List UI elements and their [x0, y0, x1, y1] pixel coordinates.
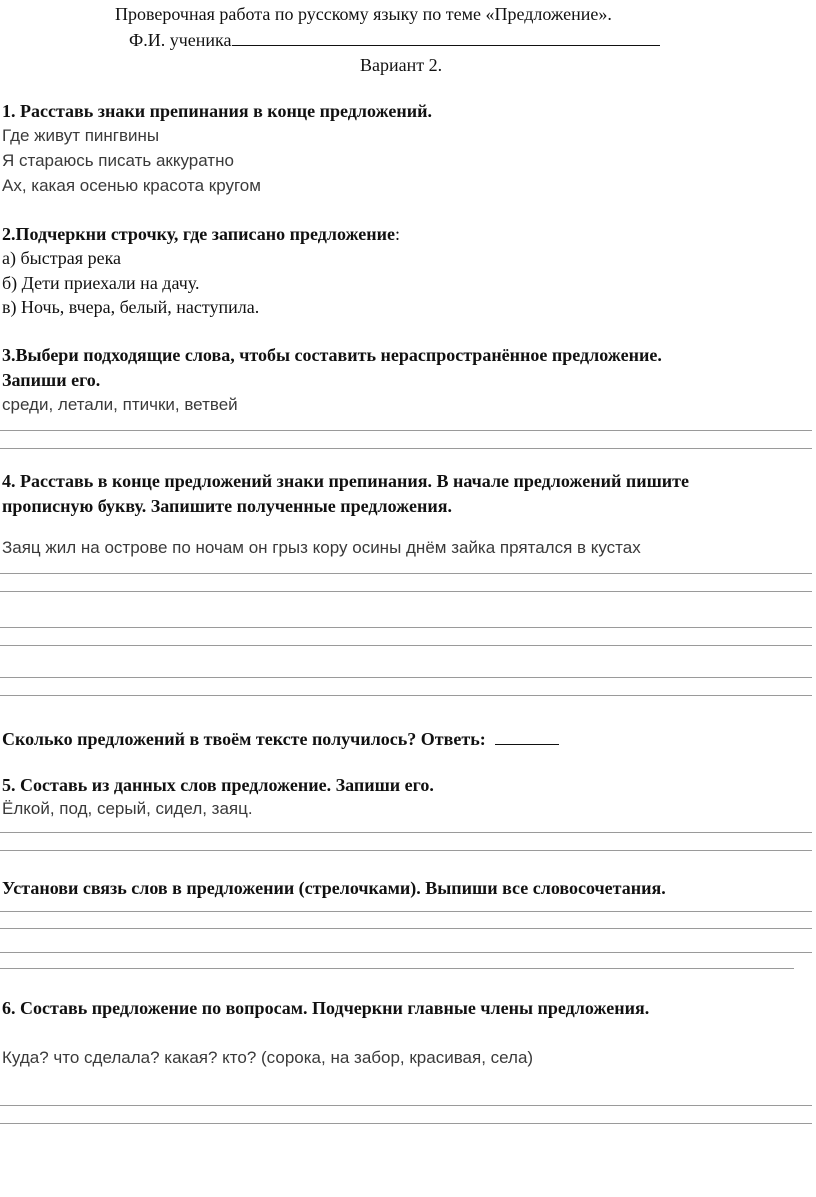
task4-title-line2: прописную букву. Запишите полученные предложения. — [2, 496, 452, 516]
answer-line[interactable] — [0, 1123, 812, 1124]
task4-text: Заяц жил на острове по ночам он грыз кору осины днём зайка прятался в кустах — [2, 538, 641, 557]
student-name-label: Ф.И. ученика — [129, 30, 232, 50]
task5-title: 5. Составь из данных слов предложение. Запиши его. — [2, 775, 434, 795]
task3-words: среди, летали, птички, ветвей — [2, 395, 238, 414]
worksheet-title: Проверочная работа по русскому языку по теме «Предложение». — [115, 4, 612, 24]
student-name-blank[interactable] — [232, 29, 660, 46]
student-name-row — [129, 29, 660, 51]
task2-title-row — [2, 223, 400, 245]
answer-line[interactable] — [0, 645, 812, 646]
task1-line: Я стараюсь писать аккуратно — [2, 151, 234, 170]
task1-line: Ах, какая осенью красота кругом — [2, 176, 261, 195]
task2-option-a: а) быстрая река — [2, 248, 122, 268]
answer-line[interactable] — [0, 430, 812, 431]
answer-line[interactable] — [0, 1105, 812, 1106]
variant-label: Вариант 2. — [360, 55, 443, 75]
task3-title-line1: 3.Выбери подходящие слова, чтобы составить нераспространённое предложение. — [2, 345, 662, 365]
answer-line[interactable] — [0, 911, 812, 912]
answer-line[interactable] — [0, 573, 812, 574]
answer-line[interactable] — [0, 928, 812, 929]
answer-line[interactable] — [0, 832, 812, 833]
task1-line: Где живут пингвины — [2, 126, 160, 145]
sentence-count-blank[interactable] — [495, 730, 559, 745]
answer-line[interactable] — [0, 627, 812, 628]
answer-line[interactable] — [0, 591, 812, 592]
answer-line[interactable] — [0, 677, 812, 678]
answer-line[interactable] — [0, 952, 812, 953]
task5-extra: Установи связь слов в предложении (стрелочками). Выпиши все словосочетания. — [2, 878, 666, 898]
answer-line[interactable] — [0, 850, 812, 851]
task6-title: 6. Составь предложение по вопросам. Подчеркни главные члены предложения. — [2, 998, 650, 1018]
task4-question: Сколько предложений в твоём тексте получилось? Ответь: — [2, 729, 486, 749]
task2-title: 2.Подчеркни строчку, где записано предложение — [2, 224, 396, 244]
task2-option-b: б) Дети приехали на дачу. — [2, 273, 200, 293]
task1-title: 1. Расставь знаки препинания в конце предложений. — [2, 101, 432, 121]
answer-line[interactable] — [0, 448, 812, 449]
task4-title-line1: 4. Расставь в конце предложений знаки препинания. В начале предложений пишите — [2, 471, 689, 491]
task2-option-c: в) Ночь, вчера, белый, наступила. — [2, 297, 260, 317]
task5-words: Ёлкой, под, серый, сидел, заяц. — [2, 799, 253, 818]
answer-line[interactable] — [0, 968, 794, 969]
task6-questions: Куда? что сделала? какая? кто? (сорока, на забор, красивая, села) — [2, 1048, 534, 1067]
answer-line[interactable] — [0, 695, 812, 696]
task3-title-line2: Запиши его. — [2, 370, 101, 390]
task2-colon: : — [395, 224, 401, 244]
task4-question-row — [2, 728, 559, 750]
